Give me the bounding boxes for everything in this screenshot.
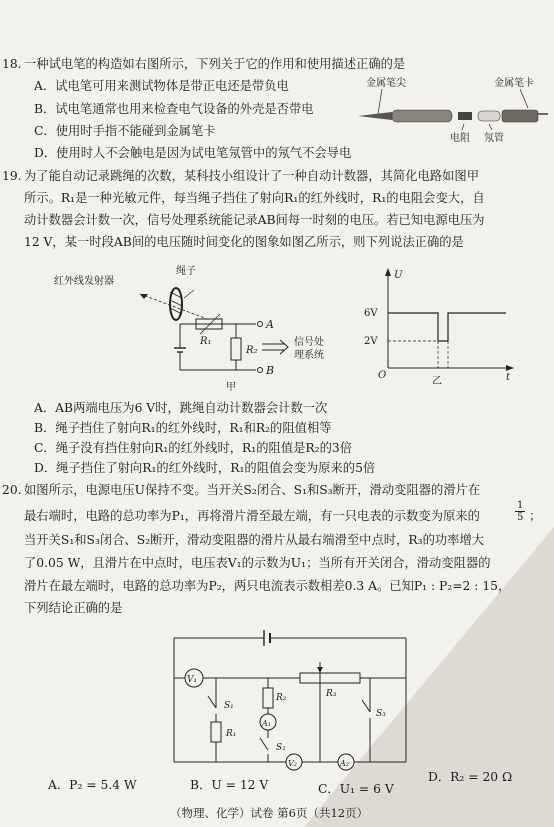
- q20-stem-line2: 最右端时，电路的总功率为P₁，再将滑片滑至最左端，有一只电表的示数变为原来的: [24, 509, 480, 523]
- label-metal-tip: 金属笔尖: [366, 78, 406, 89]
- q20-option-d: D．R₂ = 20 Ω: [428, 770, 513, 784]
- label-emitter: 红外线发射器: [54, 276, 114, 287]
- meter-v1: V₁: [187, 675, 198, 685]
- q18-option-d: D．使用时人不会触电是因为试电笔氖管中的氖气不会导电: [34, 146, 352, 160]
- label-terminal-b: B: [266, 364, 275, 377]
- q18-number: 18.: [2, 57, 22, 71]
- q19-option-c: C．绳子没有挡住射向R₁的红外线时，R₁的阻值是R₂的3倍: [34, 441, 353, 455]
- meter-v2: V₂: [288, 759, 297, 768]
- meter-a1: A₁: [262, 719, 271, 728]
- label-metal-clip: 金属笔卡: [494, 78, 534, 89]
- pencil-cap: [502, 110, 538, 122]
- page-footer: （物理、化学）试卷 第6页（共12页）: [170, 806, 369, 820]
- q19-number: 19.: [2, 169, 22, 183]
- fraction-numerator: 1: [517, 500, 524, 511]
- label-r2: R₂: [246, 345, 258, 356]
- rheostat-r3: [300, 673, 360, 683]
- pencil-resistor: [458, 112, 472, 120]
- q20-circuit: [160, 622, 420, 782]
- double-arrow: [262, 340, 288, 354]
- test-pencil-figure: [352, 72, 552, 144]
- q20-stem-line4: 了0.05 W，且滑片在中点时，电压表V₁的示数为U₁；当所有开关闭合，滑动变阻器的: [24, 556, 491, 570]
- q19-stem-line2: 所示。R₁是一种光敏元件，每当绳子挡住了射向R₁的红外线时，R₁的电阻会变大，自: [24, 191, 485, 205]
- q20-number: 20.: [2, 483, 22, 497]
- figure-yi-graph: [360, 264, 520, 384]
- q20-stem-line5: 滑片在最左端时，电路的总功率为P₂，两只电流表示数相差0.3 A。已知P₁ : P₂=2 : 15，: [24, 579, 511, 593]
- voltage-waveform: [388, 313, 506, 341]
- label-rope: 绳子: [176, 266, 196, 277]
- q18-stem: 一种试电笔的构造如右图所示，下列关于它的作用和使用描述正确的是: [24, 57, 406, 71]
- resistor-r2: [231, 338, 241, 360]
- label-origin: O: [378, 370, 387, 381]
- q20-stem-line3: 当开关S₁和S₃闭合、S₂断开，滑动变阻器的滑片从最右端滑至中点时，R₃的功率增大: [24, 533, 485, 547]
- label-6v: 6V: [364, 308, 378, 319]
- label-r3: R₃: [326, 689, 337, 699]
- pencil-barrel: [392, 110, 452, 122]
- caption-yi: 乙: [432, 376, 442, 384]
- switch-s2: [260, 738, 268, 750]
- q19-stem-line1: 为了能自动记录跳绳的次数，某科技小组设计了一种自动计数器，其简化电路如图甲: [24, 169, 479, 183]
- q20-option-c: C．U₁ = 6 V: [318, 782, 394, 796]
- q20-stem-line1: 如图所示，电源电压U保持不变。当开关S₂闭合、S₁和S₃断开，滑动变阻器的滑片在: [24, 483, 481, 497]
- label-signal-system-2: 理系统: [294, 350, 324, 361]
- label-resistor: 电阻: [450, 133, 470, 144]
- label-signal-system-1: 信号处: [294, 337, 324, 348]
- q18-option-a: A．试电笔可用来测试物体是带正电还是带负电: [34, 79, 289, 93]
- pencil-neon-tube: [478, 111, 500, 121]
- caption-jia: 甲: [226, 382, 236, 393]
- q20-option-a: A．P₂ = 5.4 W: [48, 778, 137, 792]
- label-r1: R₁: [200, 336, 212, 347]
- q20-stem-line6: 下列结论正确的是: [24, 601, 123, 615]
- switch-s3: [362, 700, 370, 712]
- meter-a2: A₂: [340, 759, 349, 768]
- infrared-beam: [140, 294, 210, 320]
- q20-fraction-tail: ；: [529, 509, 542, 523]
- q20-option-b: B．U = 12 V: [190, 778, 269, 792]
- resistor-r1: [211, 722, 221, 742]
- figure-jia-circuit: [40, 258, 360, 398]
- q19-option-b: B．绳子挡住了射向R₁的红外线时，R₁和R₂的阻值相等: [34, 421, 332, 435]
- q19-stem-line3: 动计数器会计数一次，信号处理系统能记录AB间每一时刻的电压。若已知电源电压为: [24, 213, 485, 227]
- pencil-tip: [358, 112, 392, 120]
- label-neon-tube: 氖管: [484, 133, 504, 144]
- label-r1: R₁: [226, 729, 237, 739]
- resistor-r2: [263, 688, 273, 708]
- q18-option-c: C．使用时手指不能碰到金属笔卡: [34, 124, 216, 138]
- q19-option-a: A．AB两端电压为6 V时，跳绳自动计数器会计数一次: [34, 401, 328, 415]
- label-2v: 2V: [364, 336, 378, 347]
- q19-stem-line4: 12 V，某一时段AB间的电压随时间变化的图象如图乙所示，则下列说法正确的是: [24, 235, 464, 249]
- label-terminal-a: A: [266, 318, 274, 331]
- label-axis-t: t: [506, 372, 511, 383]
- q19-option-d: D．绳子挡住了射向R₁的红外线时，R₁的阻值会变为原来的5倍: [34, 461, 376, 475]
- q18-option-b: B．试电笔通常也用来检查电气设备的外壳是否带电: [34, 102, 314, 116]
- label-s2: S₂: [276, 743, 286, 753]
- label-axis-u: U: [394, 270, 403, 281]
- label-s3: S₃: [376, 709, 386, 719]
- label-s1: S₁: [224, 701, 234, 711]
- label-r2: R₂: [276, 693, 287, 703]
- switch-s1: [208, 696, 216, 708]
- fraction-denominator: 5: [517, 512, 524, 523]
- q20-fraction: [515, 500, 525, 523]
